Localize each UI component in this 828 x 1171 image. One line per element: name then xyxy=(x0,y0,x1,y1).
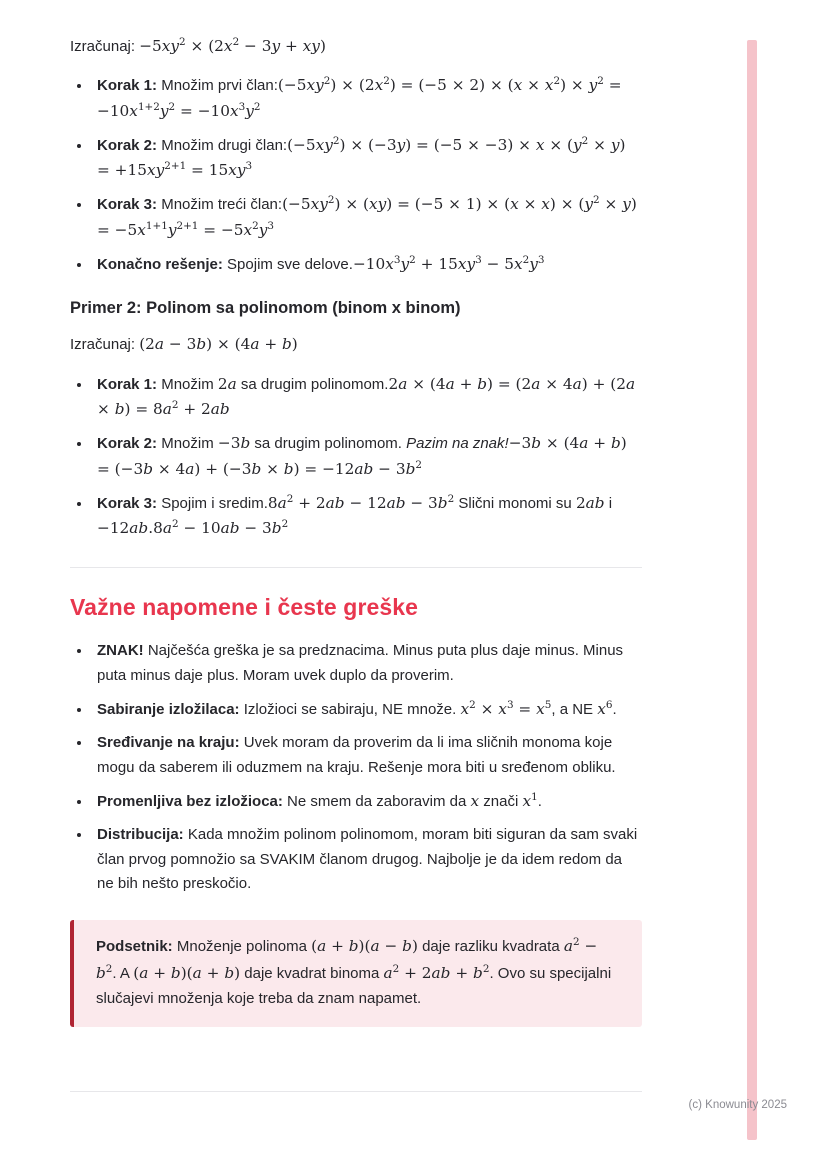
list-item: • Distribucija: Kada množim polinom polinomom, moram biti siguran da sam svaki član prvog pomnožio sa SVAKIM članom drugog. Najbolje je da idem redom da ne bih nešto preskočio. xyxy=(92,823,642,896)
list-item: • Korak 1: Množim 2a sa drugim polinomom.2a × $(4a + b) = (2a \times 4a) + (2a \times b) = 8a^2 + 2ab$ xyxy=(92,372,642,423)
notes-heading: Važne napomene i česte greške xyxy=(70,594,419,621)
example1-task: Izračunaj: $-5xy^2 \times (2x^2 - 3y + xy)$ xyxy=(70,35,326,55)
right-edge-stripe xyxy=(747,40,757,1140)
list-item: • Korak 3: Spojim i $sredim.8a^2 + 2ab - 12ab - 3b^2$ Slični monomi su 2ab $i -12ab.8a^2 - 10ab - 3b^2$ xyxy=(92,491,642,542)
example2-heading: Primer 2: Polinom sa polinomom (binom x binom) xyxy=(70,299,461,318)
list-item: • Konačno rešenje: Spojim sve $delove.-10x^3y^2 + 15xy^3 - 5x^2y^3$ xyxy=(92,252,642,277)
list-item: • Sređivanje na kraju: Uvek moram da proverim da li ima sličnih monoma koje mogu da saberem ili oduzmem na kraju. Rešenje mora biti u sređenom obliku. xyxy=(92,731,642,780)
list-item: • Korak 1: Množim prvi $član:(-5xy^2) \times (2x^2) = (-5 \times 2) \times (x \times x^2) \times y^2 = -10x^{1+2}y^2 = -10x^3y^2$ xyxy=(92,73,642,124)
reminder-text: Podsetnik: Množenje polinoma (a + b)(a − b) daje razliku kvadrata $a^2 - b^2$. A (a + b)(a + b) daje kvadrat binoma $a^2 + 2ab + b^2$. Ovo su specijalni slučajevi množenja koje treba da znam napamet. xyxy=(96,936,612,1008)
list-item: • Promenljiva bez izložioca: Ne smem da zaboravim da x znači $x^1$. xyxy=(92,789,642,814)
list-item: • Korak 3: Množim treći $član:(-5xy^2) \times (xy) = (-5 \times 1) \times (x \times x) \times (y^2 \times y) = -5x^{1+1}y^{2+1} = -5x^2y^3$ xyxy=(92,192,642,243)
section-divider xyxy=(70,567,642,568)
footer-divider xyxy=(70,1091,642,1092)
example1-steps xyxy=(70,73,642,277)
list-item: • Sabiranje izložilaca: Izložioci se sabiraju, NE množe. $x^2 \times x^3 = x^5$, a NE $x^6$. xyxy=(92,697,642,722)
list-item: • Korak 2: Množim drugi $član:(-5xy^2) \times (-3y) = (-5 \times -3) \times x \times (y^2 \times y) = +15xy^{2+1} = 15xy^3$ xyxy=(92,133,642,184)
list-item: • Korak 2: Množim −3b sa drugim polinomom. Pazim na znak!−3b × $(4a + b) = (-3b \times 4a) + (-3b \times b) = -12ab - 3b^2$ xyxy=(92,431,642,482)
example2-task: Izračunaj: (2a − 3b) × (4a + b) xyxy=(70,335,298,354)
list-item: • ZNAK! Najčešća greška je sa predznacima. Minus puta plus daje minus. Minus puta minus daje plus. Moram uvek duplo da proverim. xyxy=(92,639,642,688)
content-column xyxy=(70,34,642,1027)
reminder-callout xyxy=(70,920,642,1027)
example2-steps xyxy=(70,372,642,542)
notes-list xyxy=(70,639,642,896)
footer-copyright: (c) Knowunity 2025 xyxy=(688,1099,787,1111)
